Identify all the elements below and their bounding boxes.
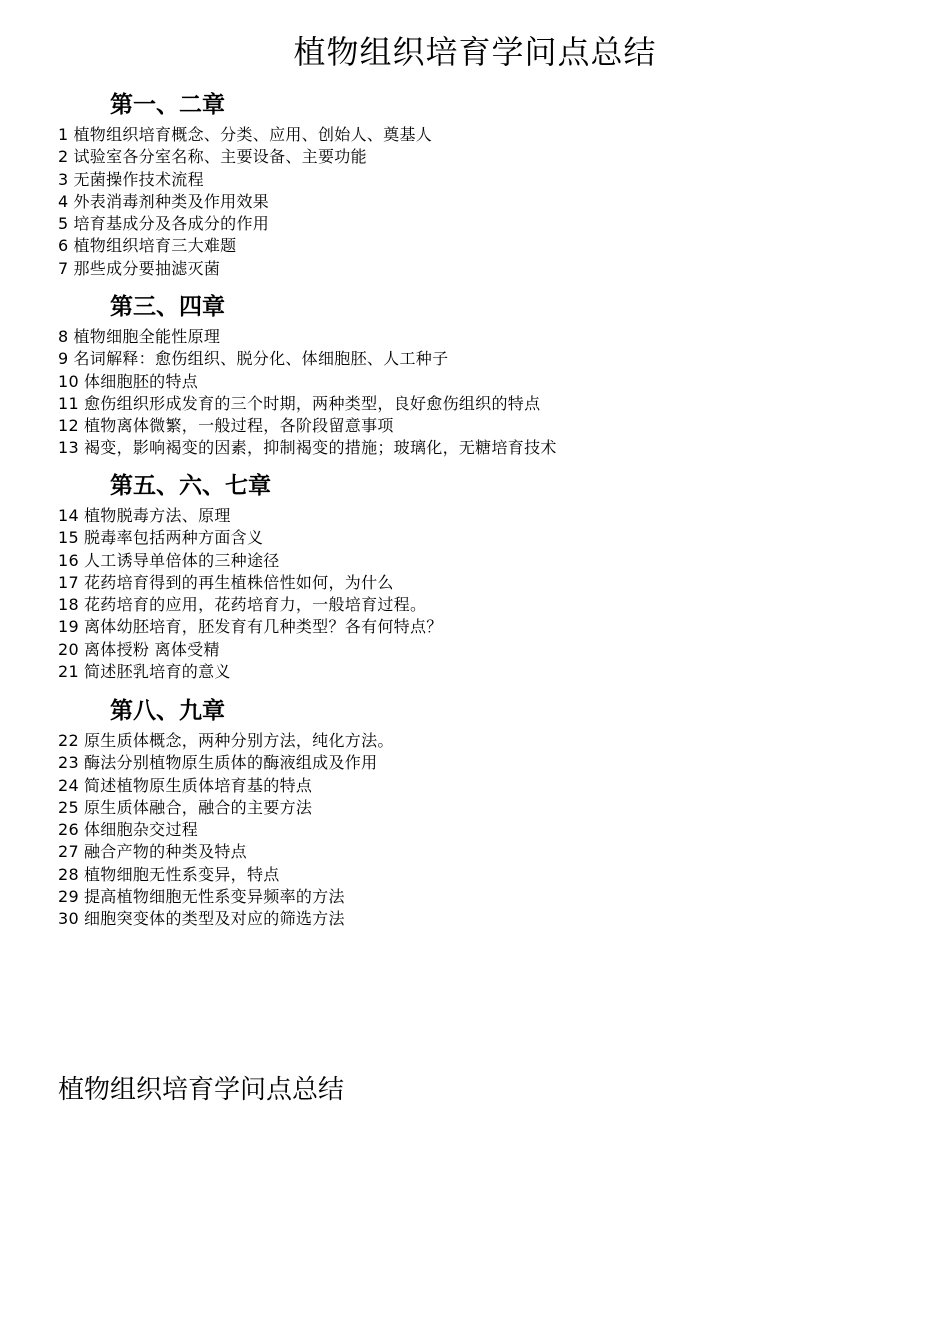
item-text: 培育基成分及各成分的作用 (73, 214, 270, 234)
list-item (58, 819, 898, 841)
item-text: 植物离体微繁，一般过程，各阶段留意事项 (83, 416, 394, 436)
item-text: 那些成分要抽滤灭菌 (73, 258, 221, 278)
item-text: 体细胞杂交过程 (83, 820, 199, 840)
question-list (58, 326, 898, 460)
section-heading: 第八、九章 (110, 698, 225, 724)
section-chapters-8-9 (58, 696, 898, 931)
item-text: 脱毒率包括两种方面含义 (83, 528, 264, 548)
document-title: 植物组织培育学问点总结 (293, 33, 657, 71)
list-item (58, 348, 898, 370)
item-text: 褐变，影响褐变的因素，抑制褐变的措施；玻璃化，无糖培育技术 (83, 438, 557, 458)
question-list (58, 505, 898, 683)
section-chapters-1-2 (58, 90, 898, 280)
list-item (58, 661, 898, 683)
item-text: 花药培育的应用，花药培育力，一般培育过程。 (83, 595, 427, 615)
item-text: 植物组织培育概念、分类、应用、创始人、奠基人 (73, 125, 433, 144)
item-number: 10 (58, 371, 79, 391)
list-item (58, 326, 898, 348)
item-number: 2 (58, 147, 69, 167)
list-item (58, 572, 898, 594)
item-number: 25 (58, 797, 79, 817)
section-heading: 第一、二章 (110, 92, 225, 118)
question-list (58, 124, 898, 280)
list-item (58, 616, 898, 638)
item-number: 13 (58, 438, 79, 458)
list-item (58, 169, 898, 191)
item-number: 14 (58, 506, 79, 525)
footer-title: 植物组织培育学问点总结 (58, 1075, 345, 1105)
item-number: 24 (58, 775, 79, 795)
list-item (58, 639, 898, 661)
item-text: 简述植物原生质体培育基的特点 (83, 775, 313, 795)
list-item (58, 550, 898, 572)
item-number: 23 (58, 753, 79, 773)
question-list (58, 730, 898, 931)
item-text: 无菌操作技术流程 (73, 169, 204, 189)
item-number: 20 (58, 639, 79, 659)
item-text: 外表消毒剂种类及作用效果 (73, 191, 270, 211)
list-item (58, 594, 898, 616)
item-text: 酶法分别植物原生质体的酶液组成及作用 (83, 753, 378, 773)
item-number: 15 (58, 528, 79, 548)
list-item (58, 527, 898, 549)
item-text: 离体授粉 离体受精 (83, 639, 220, 659)
item-number: 16 (58, 550, 79, 570)
list-item (58, 371, 898, 393)
item-number: 4 (58, 191, 69, 211)
list-item (58, 841, 898, 863)
item-text: 融合产物的种类及特点 (83, 842, 247, 862)
item-text: 原生质体融合，融合的主要方法 (83, 797, 313, 817)
item-number: 9 (58, 349, 69, 369)
item-number: 6 (58, 236, 69, 256)
item-number: 11 (58, 393, 79, 413)
item-number: 3 (58, 169, 69, 189)
list-item (58, 213, 898, 235)
item-text: 试验室各分室名称、主要设备、主要功能 (73, 147, 367, 167)
list-item (58, 775, 898, 797)
list-item (58, 258, 898, 280)
list-item (58, 191, 898, 213)
item-number: 19 (58, 617, 79, 637)
section-heading: 第三、四章 (110, 294, 225, 320)
item-number: 27 (58, 842, 79, 862)
item-number: 7 (58, 258, 69, 278)
item-number: 8 (58, 327, 69, 346)
list-item (58, 886, 898, 908)
section-chapters-3-4 (58, 292, 898, 460)
list-item (58, 797, 898, 819)
item-text: 植物细胞无性系变异，特点 (83, 864, 280, 884)
list-item (58, 864, 898, 886)
item-number: 18 (58, 595, 79, 615)
item-number: 29 (58, 887, 79, 907)
list-item (58, 393, 898, 415)
list-item (58, 730, 898, 752)
item-text: 简述胚乳培育的意义 (83, 662, 231, 682)
item-text: 愈伤组织形成发育的三个时期，两种类型，良好愈伤组织的特点 (83, 393, 541, 413)
list-item (58, 908, 898, 930)
item-number: 30 (58, 909, 79, 929)
item-text: 人工诱导单倍体的三种途径 (83, 550, 280, 570)
item-text: 花药培育得到的再生植株倍性如何，为什么 (83, 572, 394, 592)
item-number: 26 (58, 820, 79, 840)
item-text: 离体幼胚培育，胚发育有几种类型？各有何特点？ (83, 617, 443, 637)
item-number: 21 (58, 662, 79, 682)
item-number: 12 (58, 416, 79, 436)
section-chapters-5-7 (58, 471, 898, 683)
section-heading: 第五、六、七章 (110, 473, 271, 499)
list-item (58, 146, 898, 168)
list-item (58, 505, 898, 527)
item-text: 植物组织培育三大难题 (73, 236, 237, 256)
item-text: 提高植物细胞无性系变异频率的方法 (83, 887, 345, 907)
list-item (58, 235, 898, 257)
list-item (58, 437, 898, 459)
item-text: 植物脱毒方法、原理 (83, 506, 231, 525)
item-text: 原生质体概念，两种分别方法，纯化方法。 (83, 731, 394, 750)
list-item (58, 752, 898, 774)
item-text: 细胞突变体的类型及对应的筛选方法 (83, 909, 345, 929)
item-text: 植物细胞全能性原理 (73, 327, 221, 346)
item-text: 体细胞胚的特点 (83, 371, 199, 391)
list-item (58, 124, 898, 146)
item-number: 5 (58, 214, 69, 234)
item-number: 28 (58, 864, 79, 884)
item-number: 22 (58, 731, 79, 750)
item-number: 1 (58, 125, 69, 144)
list-item (58, 415, 898, 437)
item-text: 名词解释：愈伤组织、脱分化、体细胞胚、人工种子 (73, 349, 449, 369)
item-number: 17 (58, 572, 79, 592)
